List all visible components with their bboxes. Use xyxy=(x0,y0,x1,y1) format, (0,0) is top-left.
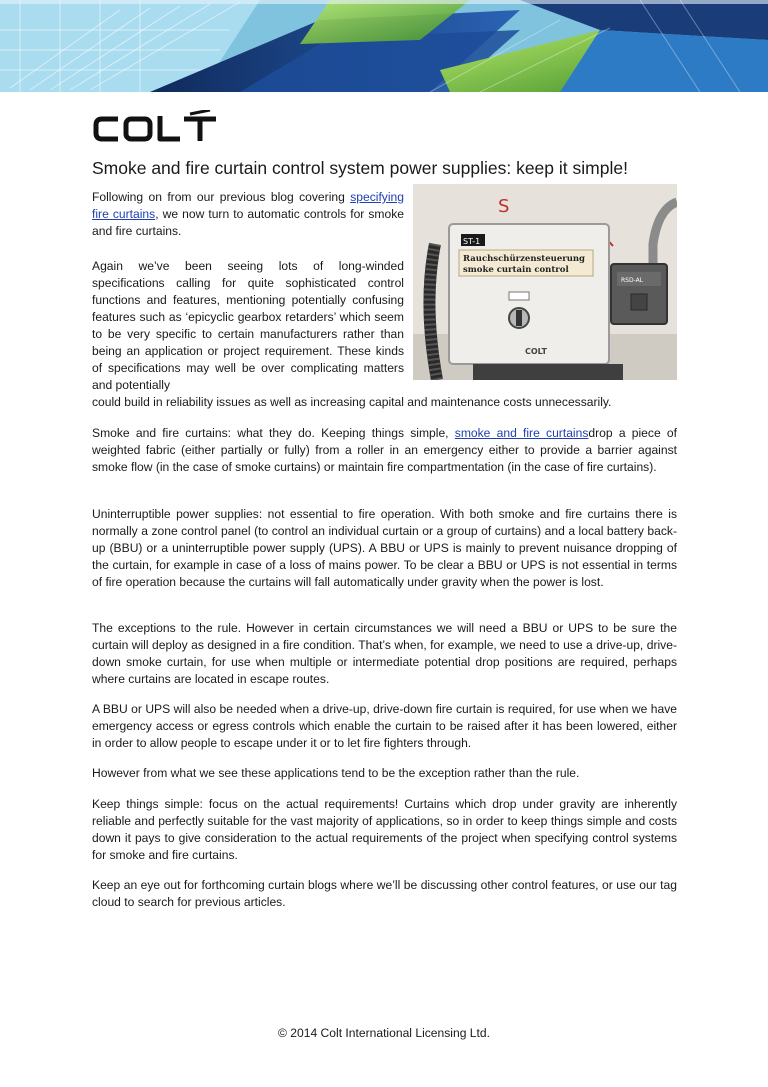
requirements-paragraph: Keep things simple: focus on the actual requirements! Curtains which drop under gravity are inherently reliable and perfectly suitable for the vast majority of applications, so in order to keep things simple and costs down it pays to give consideration to the actual requirements of the project when specifying control systems for smoke and fire curtains. xyxy=(92,797,677,862)
colt-logo xyxy=(92,110,222,146)
switch-label: RSD-AL xyxy=(621,277,644,284)
exceptions-paragraph: The exceptions to the rule. However in certain circumstances we will need a BBU or UPS to be sure the curtain will deploy as designed in a fire condition. That’s when, for example, we need to use a drive-up, drive-down smoke curtain, for use when multiple or intermediate potential drop positions are required, perhaps where curtains are located in escape routes. xyxy=(92,621,677,686)
panel-brand: COLT xyxy=(525,347,547,356)
intro-paragraph: Following on from our previous blog covering specifying fire curtains, we now turn to automatic controls for smoke and fire curtains. xyxy=(92,190,404,238)
panel-label: ST-1 xyxy=(463,237,481,246)
drive-up-paragraph: A BBU or UPS will also be needed when a drive-up, drive-down fire curtain is required, for use when we have emergency access or egress controls which enable the curtain to be raised after it has been lowered, either in order to allow people to escape under it or to let fire fighters through. xyxy=(92,702,677,750)
banner-graphic xyxy=(0,0,768,92)
page-title: Smoke and fire curtain control system power supplies: keep it simple! xyxy=(92,158,628,178)
ups-paragraph: Uninterruptible power supplies: not essential to fire operation. With both smoke and fire curtains there is normally a zone control panel (to control an individual curtain or a group of curtains) and a local battery back-up (BBU) or a uninterruptible power supply (UPS). A BBU or UPS is mainly to prevent nuisance dropping of the curtain, for example in case of a loss of mains power. To be clear a BBU or UPS is not essential in terms of fire operation because the curtains will fall automatically under gravity when the power is lost. xyxy=(92,507,677,589)
smoke-and-fire-curtains-link[interactable]: smoke and fire curtains xyxy=(454,426,589,440)
wall-switch-icon xyxy=(631,294,647,310)
specifying-fire-curtains-link[interactable]: specifying fire curtains xyxy=(92,190,404,221)
specifications-paragraph-end: could build in reliability issues as well as increasing capital and maintenance costs unnecessarily. xyxy=(92,395,612,409)
specifications-paragraph: Again we’ve been seeing lots of long-winded specifications calling for quite sophisticated control functions and features, mentioning potentially confusing features such as ‘epicyclic gearbox retarders’ which seem to be very specific to certain manufacturers rather than being an application or project requirement. These kinds of specifications may well be over complicating matters and potentially xyxy=(92,259,404,392)
what-they-do-paragraph: Smoke and fire curtains: what they do. Keeping things simple, smoke and fire curtainsdrop a piece of weighted fabric (either partially or fully) from a roller in an emergency either to provide a barrier against smoke flow (in the case of smoke curtains) or maintain fire compartmentation (in the case of fire curtains). xyxy=(92,426,677,474)
control-panel-photo xyxy=(413,184,677,380)
copyright-footer: © 2014 Colt International Licensing Ltd. xyxy=(278,1026,490,1040)
applications-paragraph: However from what we see these applications tend to be the exception rather than the rule. xyxy=(92,766,580,780)
logo-text: COLT xyxy=(92,145,95,146)
plaque-line-1: Rauchschürzensteuerung xyxy=(463,254,586,264)
closing-paragraph: Keep an eye out for forthcoming curtain blogs where we’ll be discussing other control features, or use our tag cloud to search for previous articles. xyxy=(92,878,677,909)
header-banner xyxy=(0,0,768,92)
plaque-line-2: smoke curtain control xyxy=(463,265,569,275)
wall-marking: S xyxy=(498,196,510,217)
